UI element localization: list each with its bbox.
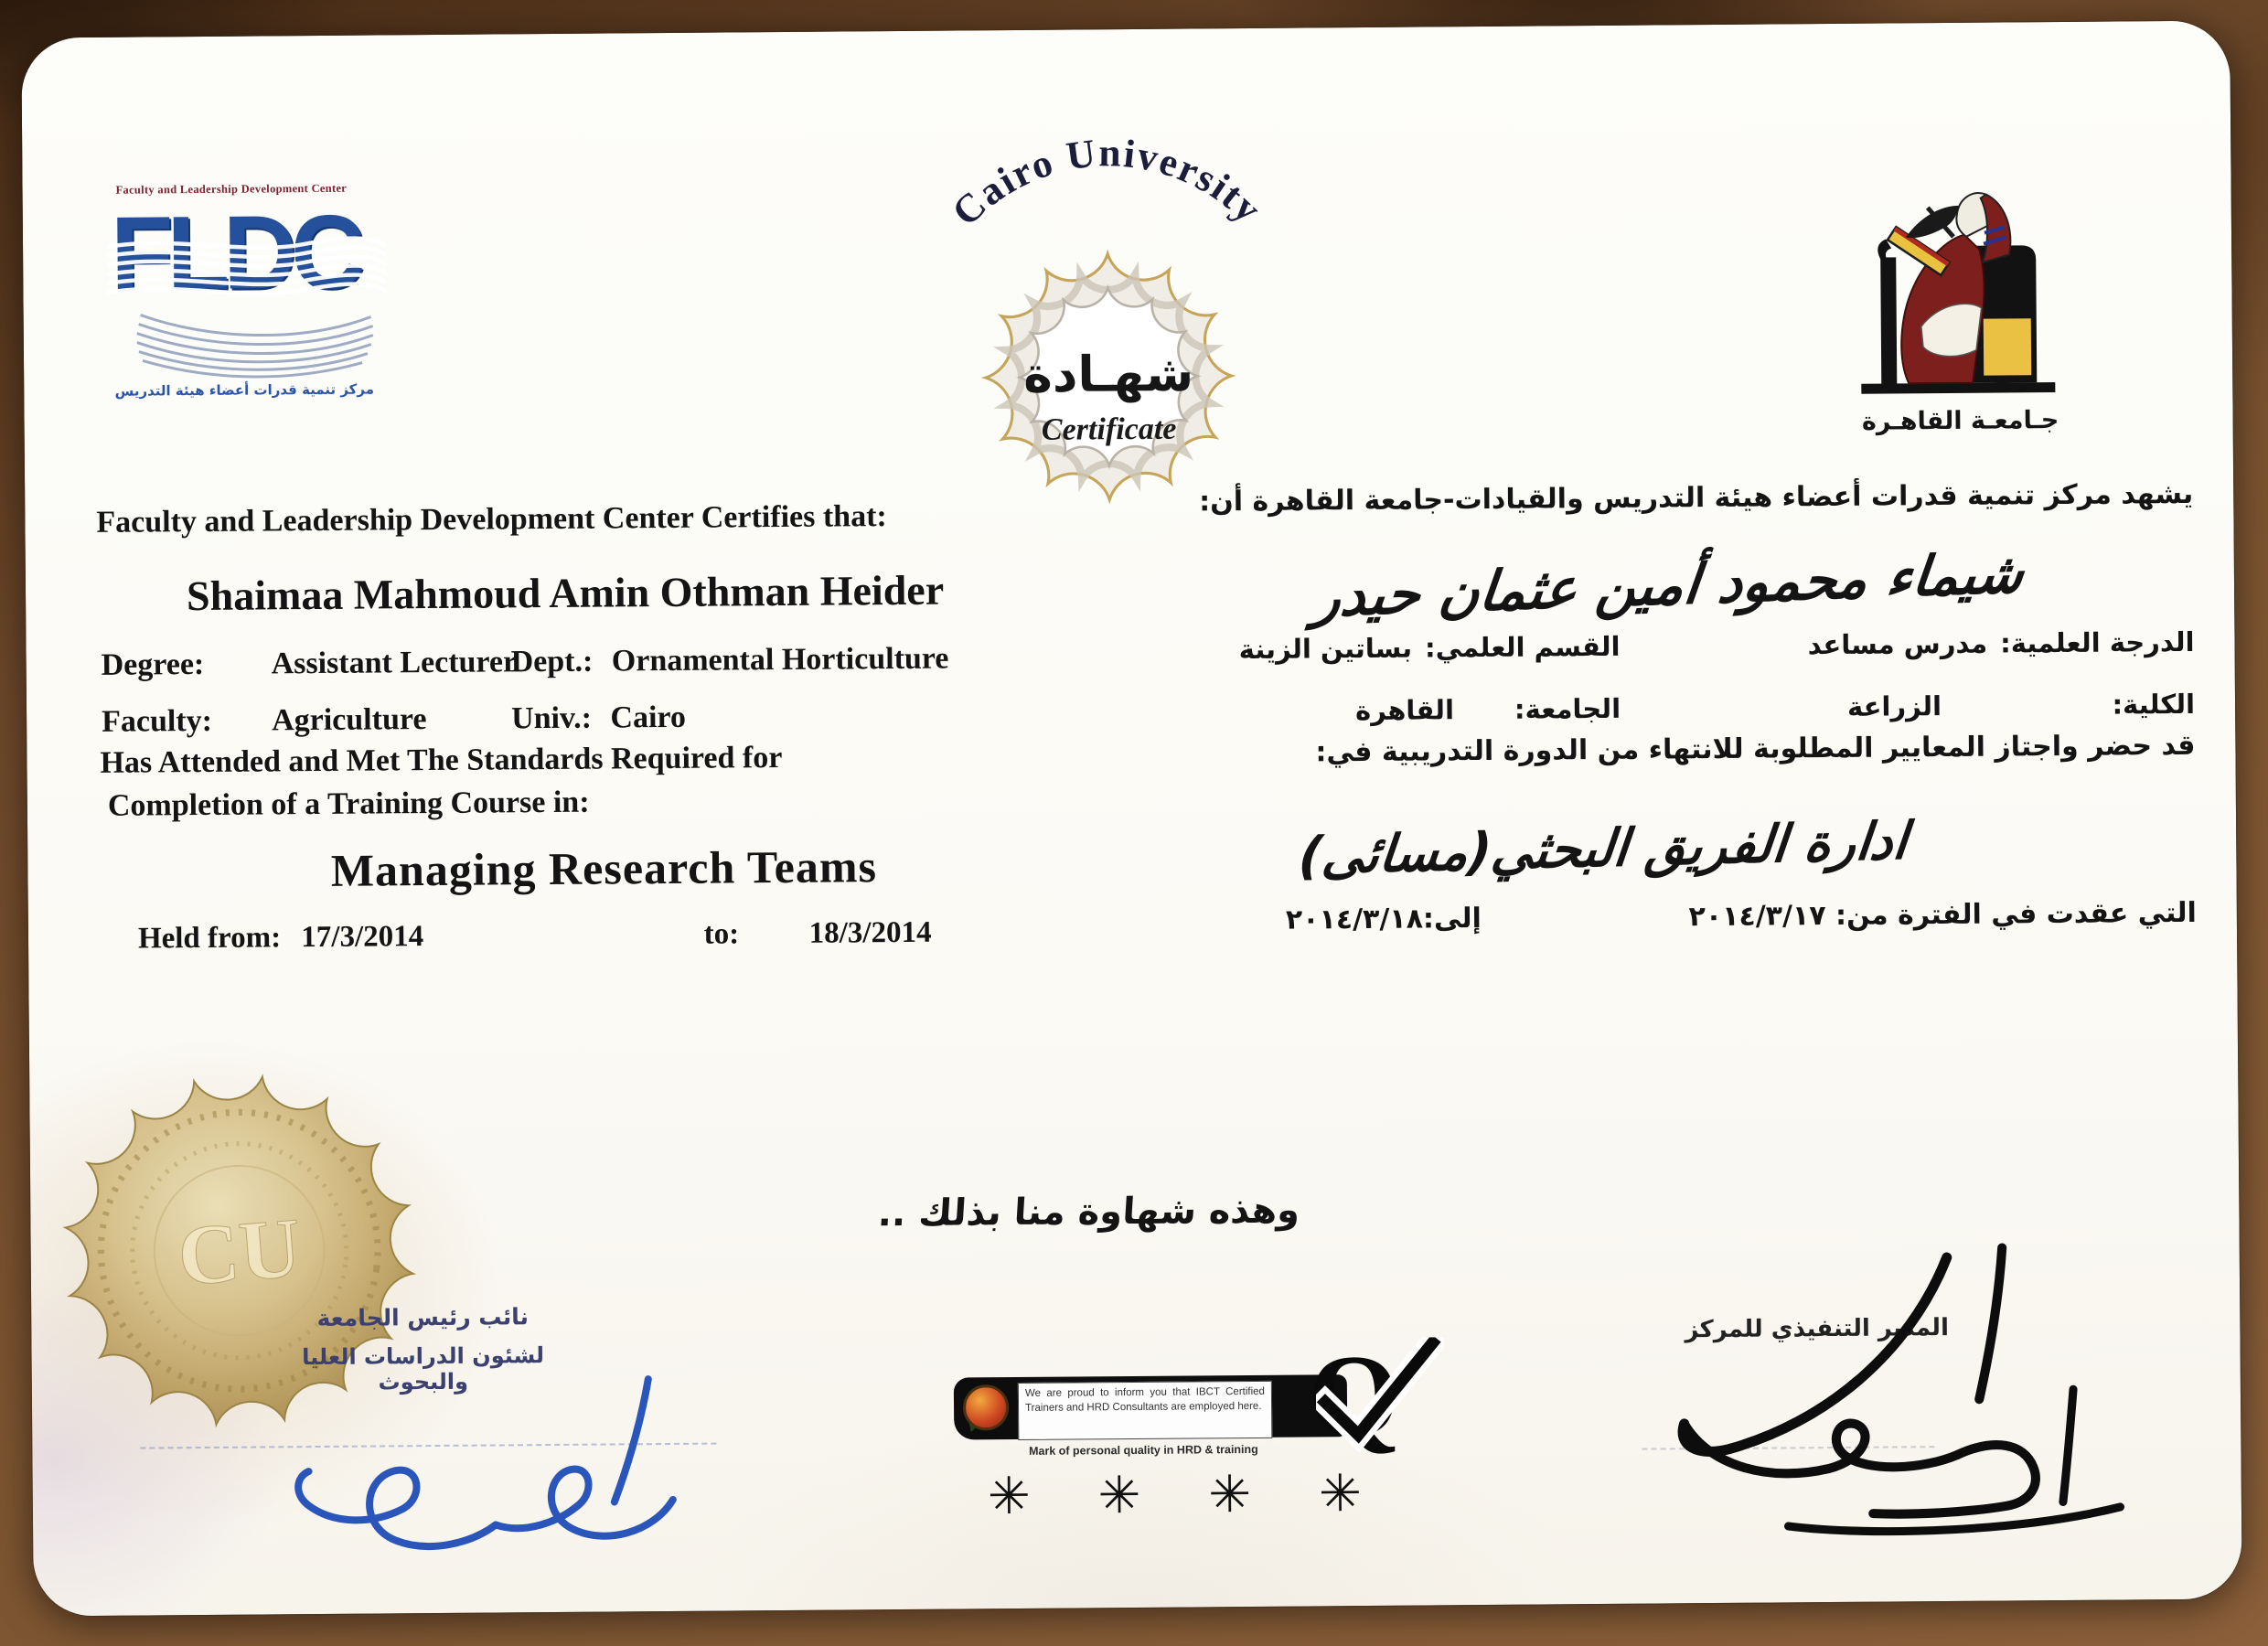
dept-cell-ar (1238, 630, 1621, 666)
faculty-univ-row (102, 700, 686, 740)
fldc-logo-swoosh-icon (128, 307, 385, 379)
four-stars-icon: ✳ ✳ ✳ ✳ (987, 1464, 1363, 1527)
ibct-statement-box: We are proud to inform you that IBCT Certified Trainers and HRD Consultants are employed here. (1018, 1381, 1272, 1440)
cairo-university-logo (1844, 148, 2075, 443)
fldc-logo-acronym: FLDC (110, 193, 359, 312)
left-signatory-title-line2: لشئون الدراسات العليا والبحوث (302, 1342, 545, 1395)
dept-value-ar: بساتين الزينة (1238, 632, 1413, 666)
degree-label: Degree: (101, 647, 205, 682)
right-signatory-title: المدير التنفيذي للمركز (1685, 1314, 1950, 1344)
degree-value: Assistant Lecturer (271, 645, 518, 681)
certificate-sheet (21, 21, 2241, 1617)
left-signatory-title-line1: نائب رئيس الجامعة (316, 1303, 530, 1332)
course-title-ar-handwritten: ادارة الفريق البحثي(مسائى) (1295, 811, 1910, 887)
certifies-line-en: Faculty and Leadership Development Center Certifies that: (96, 499, 887, 540)
dept-label-ar: القسم العلمي: (1424, 630, 1621, 664)
q-check-icon: Q (1308, 1333, 1446, 1471)
left-signature-blue (250, 1359, 690, 1582)
univ-label: Univ.: (510, 700, 593, 736)
dept-cell (510, 642, 948, 680)
held-dates-row (138, 914, 1171, 957)
rosette-medal-icon (961, 1383, 1007, 1430)
period-row-ar (1286, 897, 2197, 936)
period-from-ar: التي عقدت في الفترة من: ٢٠١٤/٣/١٧ (1688, 896, 2197, 934)
svg-text:Cairo University (944, 130, 1271, 235)
degree-dept-row (102, 642, 949, 683)
degree-label-ar: الدرجة العلمية: (2000, 625, 2195, 659)
seal-arabic-word: شهـادة (1022, 344, 1194, 404)
course-title-en: Managing Research Teams (330, 840, 878, 896)
faculty-cell-ar (1683, 689, 2195, 723)
faculty-value: Agriculture (271, 702, 427, 738)
recipient-name-en: Shaimaa Mahmoud Amin Othman Heider (186, 566, 945, 620)
cairo-university-scribe-icon (1844, 148, 2074, 411)
faculty-value-ar: الزراعة (1846, 690, 1942, 722)
faculty-label: Faculty: (101, 703, 213, 739)
held-from-label: Held from: (137, 921, 282, 956)
dept-value: Ornamental Horticulture (611, 641, 949, 679)
fldc-logo (111, 181, 387, 439)
seal-arc-text: Cairo University (944, 131, 1271, 235)
faculty-univ-row-ar (1255, 689, 2195, 727)
degree-dept-row-ar (1238, 625, 2195, 666)
recipient-name-ar-handwritten: شيماء محمود أمين عثمان حيدر (1311, 541, 2027, 630)
univ-value: Cairo (610, 700, 687, 735)
gold-seal-letters: CU (174, 1200, 305, 1305)
fldc-logo-waves-icon (107, 234, 387, 307)
degree-value-ar: مدرس مساعد (1807, 627, 1988, 661)
right-signature-black (1631, 1226, 2169, 1592)
held-from-value: 17/3/2014 (301, 920, 424, 955)
univ-cell-ar (1255, 693, 1621, 727)
univ-value-ar: القاهرة (1354, 694, 1455, 727)
to-label: to: (703, 917, 740, 951)
statement-ar-handwritten: وهذه شهاوة منا بذلك .. (876, 1189, 1301, 1235)
attended-line-ar: قد حضر واجتاز المعايير المطلوبة للانتهاء من الدورة التدريبية في: (1315, 729, 2196, 769)
degree-cell-ar (1682, 626, 2194, 661)
univ-label-ar: الجامعة: (1514, 692, 1621, 725)
rosette-circle-icon (963, 1384, 1009, 1430)
ibct-quality-badge (947, 1330, 1424, 1558)
certificate-seal (936, 102, 1280, 520)
spacer (432, 944, 697, 946)
faculty-label-ar: الكلية: (2112, 688, 2196, 721)
univ-cell (511, 700, 686, 736)
ibct-tagline: Mark of personal quality in HRD & training (1029, 1442, 1258, 1458)
fldc-logo-top-text: Faculty and Leadership Development Center (115, 181, 348, 197)
seal-english-word: Certificate (1041, 412, 1177, 447)
to-value: 18/3/2014 (808, 915, 932, 950)
attended-line2: Completion of a Training Course in: (107, 785, 590, 823)
cairo-university-caption: جـامعـة القاهـرة (1861, 406, 2059, 436)
certifies-line-ar: يشهد مركز تنمية قدرات أعضاء هيئة التدريس والقيادات-جامعة القاهرة أن: (1199, 477, 2194, 518)
dept-label: Dept.: (510, 644, 594, 679)
period-to-ar: إلى:٢٠١٤/٣/١٨ (1285, 903, 1482, 936)
fldc-logo-arabic-text: مركز تنمية قدرات أعضاء هيئة التدريس (114, 380, 375, 400)
attended-line1: Has Attended and Met The Standards Required for (100, 740, 783, 780)
